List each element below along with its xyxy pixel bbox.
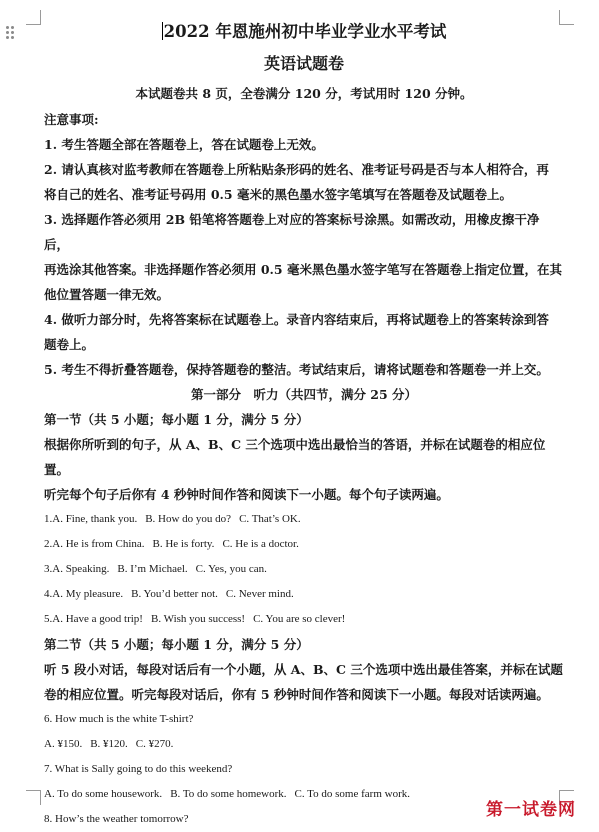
site-watermark: 第一试卷网 [486,800,576,820]
question-1: 1.A. Fine, thank you. B. How do you do? C. That’s OK. [44,513,301,525]
note-line: 再选涂其他答案。非选择题作答必须用 0.5 毫米黑色墨水签字笔写在答题卷上指定位置，在其 [44,262,562,277]
section1-instruction: 根据你所听到的句子，从 A、B、C 三个选项中选出最恰当的答语，并标在试题卷的相应位置。 [44,437,546,477]
note-line: 1. 考生答题全部在答题卷上，答在试题卷上无效。 [44,137,324,152]
part1-heading: 第一部分 听力（共四节，满分 25 分） [190,387,418,402]
exam-title: 2022 年恩施州初中毕业学业水平考试 [163,22,447,41]
section2-instruction: 卷的相应位置。听完每段对话后，你有 5 秒钟时间作答和阅读下一小题。每段对话读两遍。 [44,687,549,702]
notes-heading: 注意事项: [44,112,99,127]
exam-subtitle: 英语试题卷 [263,54,344,73]
section2-heading: 第二节（共 5 小题；每小题 1 分，满分 5 分） [44,637,309,652]
page-corner-mark-bottom-left [26,790,41,805]
question-5: 5.A. Have a good trip! B. Wish you success! C. You are so clever! [44,613,346,625]
question-2: 2.A. He is from China. B. He is forty. C. He is a doctor. [44,538,299,550]
section2-instruction: 听 5 段小对话，每段对话后有一个小题，从 A、B、C 三个选项中选出最佳答案，并标在试题 [44,662,563,677]
exam-info: 本试题卷共 8 页，全卷满分 120 分，考试用时 120 分钟。 [135,86,473,101]
question-8-stem: 8. How’s the weather tomorrow? [44,813,189,825]
page-corner-mark-top-left [26,10,41,25]
section1-heading: 第一节（共 5 小题；每小题 1 分，满分 5 分） [44,412,309,427]
question-7-options: A. To do some housework. B. To do some homework. C. To do some farm work. [44,788,410,800]
question-7-stem: 7. What is Sally going to do this weekend? [44,763,233,775]
question-6-options: A. ¥150. B. ¥120. C. ¥270. [44,738,174,750]
note-line: 2. 请认真核对监考教师在答题卷上所粘贴条形码的姓名、准考证号码是否与本人相符合，再 [44,162,549,177]
notes-list [44,132,564,382]
question-4: 4.A. My pleasure. B. You’d better not. C. Never mind. [44,588,294,600]
exam-page [44,22,564,832]
drag-handle-icon[interactable] [6,26,16,40]
note-line: 题卷上。 [44,337,95,352]
note-line: 4. 做听力部分时，先将答案标在试题卷上。录音内容结束后，再将试题卷上的答案转涂到答 [44,312,549,327]
text-cursor [162,22,163,40]
question-6-stem: 6. How much is the white T-shirt? [44,713,194,725]
note-line: 3. 选择题作答必须用 2B 铅笔将答题卷上对应的答案标号涂黑。如需改动，用橡皮擦干净后， [44,212,540,252]
note-line: 将自己的姓名、准考证号码用 0.5 毫米的黑色墨水签字笔填写在答题卷及试题卷上。 [44,187,512,202]
question-3: 3.A. Speaking. B. I’m Michael. C. Yes, you can. [44,563,267,575]
note-line: 他位置答题一律无效。 [44,287,170,302]
section1-instruction: 听完每个句子后你有 4 秒钟时间作答和阅读下一小题。每个句子读两遍。 [44,487,449,502]
note-line: 5. 考生不得折叠答题卷，保持答题卷的整洁。考试结束后，请将试题卷和答题卷一并上交。 [44,362,549,377]
